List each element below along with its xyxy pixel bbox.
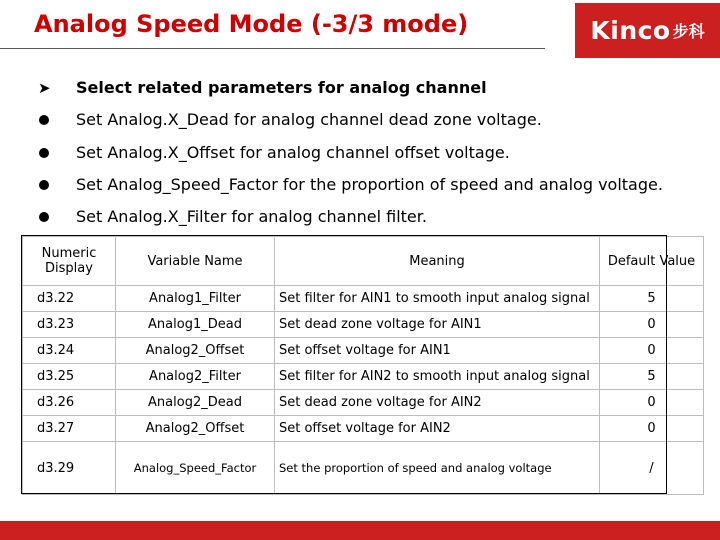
cell-meaning: Set the proportion of speed and analog voltage xyxy=(275,442,600,495)
dot-bullet-icon xyxy=(39,212,49,222)
header-variable-name: Variable Name xyxy=(116,237,275,286)
cell-variable: Analog1_Filter xyxy=(116,286,275,312)
bullet-item xyxy=(38,175,663,194)
header-default-value: Default Value xyxy=(600,237,704,286)
parameter-table xyxy=(22,236,704,495)
cell-default: 5 xyxy=(600,286,704,312)
cell-display: d3.29 xyxy=(23,442,116,495)
cell-variable: Analog2_Filter xyxy=(116,364,275,390)
cell-meaning: Set filter for AIN1 to smooth input analog signal xyxy=(275,286,600,312)
table-row xyxy=(23,338,704,364)
cell-variable: Analog1_Dead xyxy=(116,312,275,338)
cell-variable: Analog2_Dead xyxy=(116,390,275,416)
bullet-item-text: Set Analog.X_Filter for analog channel filter. xyxy=(76,207,427,226)
header-meaning: Meaning xyxy=(275,237,600,286)
bullet-item xyxy=(38,110,542,129)
table-row xyxy=(23,416,704,442)
slide-title: Analog Speed Mode (-3/3 mode) xyxy=(34,10,469,38)
cell-variable: Analog2_Offset xyxy=(116,338,275,364)
bullet-heading xyxy=(38,78,487,97)
cell-variable: Analog_Speed_Factor xyxy=(116,442,275,495)
bullet-heading-text: Select related parameters for analog channel xyxy=(76,78,487,97)
cell-display: d3.27 xyxy=(23,416,116,442)
bullet-item-text: Set Analog.X_Offset for analog channel offset voltage. xyxy=(76,143,510,162)
cell-meaning: Set offset voltage for AIN1 xyxy=(275,338,600,364)
cell-meaning: Set filter for AIN2 to smooth input analog signal xyxy=(275,364,600,390)
cell-display: d3.23 xyxy=(23,312,116,338)
cell-default: 5 xyxy=(600,364,704,390)
title-underline xyxy=(0,48,545,49)
table-row xyxy=(23,286,704,312)
dot-bullet-icon xyxy=(39,115,49,125)
cell-default: 0 xyxy=(600,312,704,338)
logo-text: Kinco xyxy=(590,16,671,45)
cell-display: d3.24 xyxy=(23,338,116,364)
cell-default: / xyxy=(600,442,704,495)
arrow-bullet-icon: ➤ xyxy=(38,79,51,97)
cell-default: 0 xyxy=(600,416,704,442)
cell-display: d3.25 xyxy=(23,364,116,390)
bullet-item-text: Set Analog_Speed_Factor for the proportion of speed and analog voltage. xyxy=(76,175,663,194)
dot-bullet-icon xyxy=(39,148,49,158)
cell-display: d3.26 xyxy=(23,390,116,416)
cell-display: d3.22 xyxy=(23,286,116,312)
bullet-item xyxy=(38,207,427,226)
header-numeric-display: Numeric Display xyxy=(23,237,116,286)
table-row xyxy=(23,442,704,495)
footer-bar xyxy=(0,521,720,540)
cell-meaning: Set offset voltage for AIN2 xyxy=(275,416,600,442)
bullet-item xyxy=(38,143,510,162)
cell-variable: Analog2_Offset xyxy=(116,416,275,442)
table-row xyxy=(23,312,704,338)
table-header-row xyxy=(23,237,704,286)
logo-cjk-text: 步科 xyxy=(672,22,705,41)
table-row xyxy=(23,390,704,416)
kinco-logo xyxy=(575,3,720,58)
cell-default: 0 xyxy=(600,338,704,364)
table-row xyxy=(23,364,704,390)
bullet-item-text: Set Analog.X_Dead for analog channel dead zone voltage. xyxy=(76,110,542,129)
cell-meaning: Set dead zone voltage for AIN2 xyxy=(275,390,600,416)
cell-meaning: Set dead zone voltage for AIN1 xyxy=(275,312,600,338)
dot-bullet-icon xyxy=(39,180,49,190)
cell-default: 0 xyxy=(600,390,704,416)
